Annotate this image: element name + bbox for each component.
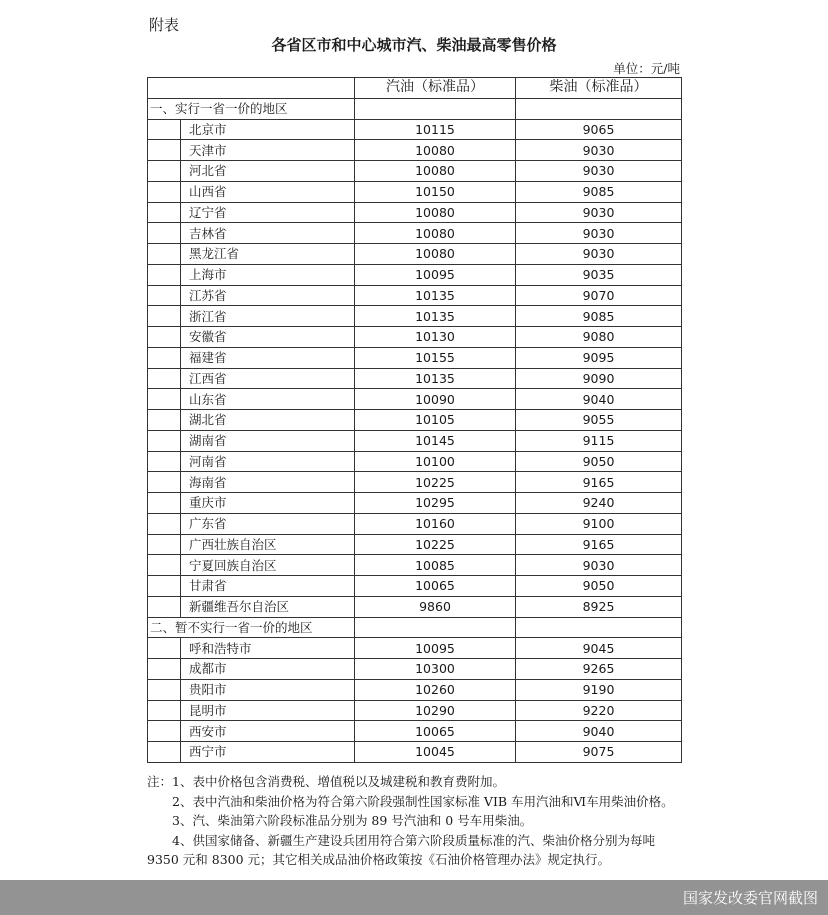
- attachment-label: 附表: [149, 16, 180, 34]
- diesel-price: 9030: [516, 140, 682, 161]
- table-row: [148, 161, 682, 182]
- indent-cell: [148, 140, 181, 161]
- indent-cell: [148, 742, 181, 763]
- region-name: 湖北省: [181, 410, 355, 431]
- diesel-price: 9220: [516, 700, 682, 721]
- indent-cell: [148, 679, 181, 700]
- region-name: 西宁市: [181, 742, 355, 763]
- gasoline-price: 10095: [355, 264, 516, 285]
- table-row: [148, 410, 682, 431]
- note-4: 4、供国家储备、新疆生产建设兵团用符合第六阶段质量标准的汽、柴油价格分别为每吨 9350 元和 8300 元；其它相关成品油价格政策按《石油价格管理办法》规定执行。: [147, 832, 655, 867]
- table-row: [148, 368, 682, 389]
- gasoline-price: 10225: [355, 534, 516, 555]
- table-row: [148, 534, 682, 555]
- gasoline-price: 10080: [355, 161, 516, 182]
- gasoline-price: 10090: [355, 389, 516, 410]
- indent-cell: [148, 555, 181, 576]
- region-name: 西安市: [181, 721, 355, 742]
- indent-cell: [148, 410, 181, 431]
- indent-cell: [148, 451, 181, 472]
- table-row: [148, 493, 682, 514]
- gasoline-price: 10300: [355, 659, 516, 680]
- indent-cell: [148, 389, 181, 410]
- indent-cell: [148, 161, 181, 182]
- indent-cell: [148, 534, 181, 555]
- gasoline-price: 10065: [355, 576, 516, 597]
- region-name: 福建省: [181, 347, 355, 368]
- region-name: 昆明市: [181, 700, 355, 721]
- section-row: [148, 98, 682, 119]
- price-table: [147, 77, 682, 763]
- table-row: [148, 430, 682, 451]
- region-name: 山西省: [181, 181, 355, 202]
- gasoline-price: 10080: [355, 202, 516, 223]
- indent-cell: [148, 368, 181, 389]
- gasoline-price: 10135: [355, 306, 516, 327]
- diesel-price: 9240: [516, 493, 682, 514]
- diesel-price: 9050: [516, 576, 682, 597]
- gasoline-price: 10150: [355, 181, 516, 202]
- diesel-price: 9080: [516, 327, 682, 348]
- region-name: 重庆市: [181, 493, 355, 514]
- unit-label: 单位：元/吨: [613, 61, 680, 76]
- gasoline-price: 10080: [355, 140, 516, 161]
- diesel-price: 9115: [516, 430, 682, 451]
- diesel-price: 9030: [516, 202, 682, 223]
- gasoline-price: 10115: [355, 119, 516, 140]
- table-row: [148, 555, 682, 576]
- gasoline-price: 10045: [355, 742, 516, 763]
- region-name: 甘肃省: [181, 576, 355, 597]
- indent-cell: [148, 223, 181, 244]
- indent-cell: [148, 513, 181, 534]
- table-row: [148, 223, 682, 244]
- section-row: [148, 617, 682, 638]
- diesel-price: 9035: [516, 264, 682, 285]
- region-name: 山东省: [181, 389, 355, 410]
- note-2: 2、表中汽油和柴油价格为符合第六阶段强制性国家标准 VIB 车用汽油和Ⅵ车用柴油价格。: [172, 793, 674, 809]
- table-row: [148, 659, 682, 680]
- section-label: 一、实行一省一价的地区: [148, 98, 355, 119]
- diesel-price: 9165: [516, 534, 682, 555]
- diesel-price: 9040: [516, 721, 682, 742]
- region-name: 辽宁省: [181, 202, 355, 223]
- indent-cell: [148, 493, 181, 514]
- region-name: 海南省: [181, 472, 355, 493]
- table-row: [148, 327, 682, 348]
- header-gasoline: 汽油（标准品）: [355, 78, 516, 99]
- diesel-price: 9055: [516, 410, 682, 431]
- region-name: 河南省: [181, 451, 355, 472]
- diesel-price: 9085: [516, 306, 682, 327]
- indent-cell: [148, 659, 181, 680]
- diesel-price: 9030: [516, 161, 682, 182]
- indent-cell: [148, 721, 181, 742]
- table-row: [148, 700, 682, 721]
- diesel-price: 9165: [516, 472, 682, 493]
- indent-cell: [148, 119, 181, 140]
- region-name: 吉林省: [181, 223, 355, 244]
- gasoline-price: 10085: [355, 555, 516, 576]
- indent-cell: [148, 472, 181, 493]
- diesel-price: 9095: [516, 347, 682, 368]
- gasoline-price: 10260: [355, 679, 516, 700]
- table-row: [148, 451, 682, 472]
- indent-cell: [148, 327, 181, 348]
- section-gasoline-blank: [355, 98, 516, 119]
- table-row: [148, 638, 682, 659]
- header-diesel: 柴油（标准品）: [516, 78, 682, 99]
- region-name: 成都市: [181, 659, 355, 680]
- indent-cell: [148, 244, 181, 265]
- region-name: 江苏省: [181, 285, 355, 306]
- table-row: [148, 472, 682, 493]
- indent-cell: [148, 638, 181, 659]
- indent-cell: [148, 264, 181, 285]
- gasoline-price: 10155: [355, 347, 516, 368]
- diesel-price: 9090: [516, 368, 682, 389]
- gasoline-price: 10130: [355, 327, 516, 348]
- diesel-price: 9075: [516, 742, 682, 763]
- table-row: [148, 119, 682, 140]
- gasoline-price: 9860: [355, 596, 516, 617]
- gasoline-price: 10295: [355, 493, 516, 514]
- watermark-text: 国家发改委官网截图: [682, 889, 818, 907]
- table-row: [148, 347, 682, 368]
- table-row: [148, 679, 682, 700]
- indent-cell: [148, 576, 181, 597]
- gasoline-price: 10095: [355, 638, 516, 659]
- diesel-price: 9065: [516, 119, 682, 140]
- diesel-price: 8925: [516, 596, 682, 617]
- indent-cell: [148, 430, 181, 451]
- section-diesel-blank: [516, 617, 682, 638]
- gasoline-price: 10135: [355, 285, 516, 306]
- gasoline-price: 10065: [355, 721, 516, 742]
- notes-section: [147, 772, 682, 870]
- table-row: [148, 513, 682, 534]
- diesel-price: 9100: [516, 513, 682, 534]
- region-name: 安徽省: [181, 327, 355, 348]
- diesel-price: 9030: [516, 223, 682, 244]
- table-row: [148, 721, 682, 742]
- diesel-price: 9030: [516, 244, 682, 265]
- diesel-price: 9265: [516, 659, 682, 680]
- region-name: 广东省: [181, 513, 355, 534]
- diesel-price: 9045: [516, 638, 682, 659]
- header-blank-cell: [148, 78, 355, 99]
- gasoline-price: 10080: [355, 223, 516, 244]
- region-name: 宁夏回族自治区: [181, 555, 355, 576]
- region-name: 贵阳市: [181, 679, 355, 700]
- table-row: [148, 596, 682, 617]
- indent-cell: [148, 596, 181, 617]
- table-row: [148, 244, 682, 265]
- gasoline-price: 10225: [355, 472, 516, 493]
- table-row: [148, 264, 682, 285]
- note-3: 3、汽、柴油第六阶段标准品分别为 89 号汽油和 0 号车用柴油。: [172, 813, 533, 828]
- section-diesel-blank: [516, 98, 682, 119]
- diesel-price: 9040: [516, 389, 682, 410]
- section-label: 二、暂不实行一省一价的地区: [148, 617, 355, 638]
- table-header-row: [148, 78, 682, 99]
- gasoline-price: 10145: [355, 430, 516, 451]
- indent-cell: [148, 202, 181, 223]
- indent-cell: [148, 347, 181, 368]
- gasoline-price: 10105: [355, 410, 516, 431]
- table-row: [148, 140, 682, 161]
- diesel-price: 9085: [516, 181, 682, 202]
- diesel-price: 9190: [516, 679, 682, 700]
- region-name: 新疆维吾尔自治区: [181, 596, 355, 617]
- diesel-price: 9030: [516, 555, 682, 576]
- table-row: [148, 181, 682, 202]
- gasoline-price: 10160: [355, 513, 516, 534]
- table-row: [148, 389, 682, 410]
- gasoline-price: 10290: [355, 700, 516, 721]
- region-name: 上海市: [181, 264, 355, 285]
- gasoline-price: 10135: [355, 368, 516, 389]
- table-row: [148, 285, 682, 306]
- section-gasoline-blank: [355, 617, 516, 638]
- table-row: [148, 202, 682, 223]
- region-name: 呼和浩特市: [181, 638, 355, 659]
- region-name: 河北省: [181, 161, 355, 182]
- table-row: [148, 576, 682, 597]
- region-name: 黑龙江省: [181, 244, 355, 265]
- table-row: [148, 306, 682, 327]
- diesel-price: 9070: [516, 285, 682, 306]
- region-name: 江西省: [181, 368, 355, 389]
- region-name: 北京市: [181, 119, 355, 140]
- region-name: 广西壮族自治区: [181, 534, 355, 555]
- gasoline-price: 10100: [355, 451, 516, 472]
- indent-cell: [148, 306, 181, 327]
- document-title: 各省区市和中心城市汽、柴油最高零售价格: [271, 36, 557, 54]
- indent-cell: [148, 285, 181, 306]
- table-row: [148, 742, 682, 763]
- gasoline-price: 10080: [355, 244, 516, 265]
- indent-cell: [148, 700, 181, 721]
- region-name: 浙江省: [181, 306, 355, 327]
- diesel-price: 9050: [516, 451, 682, 472]
- region-name: 天津市: [181, 140, 355, 161]
- region-name: 湖南省: [181, 430, 355, 451]
- note-1: 注：1、表中价格包含消费税、增值税以及城建税和教育费附加。: [147, 774, 505, 789]
- indent-cell: [148, 181, 181, 202]
